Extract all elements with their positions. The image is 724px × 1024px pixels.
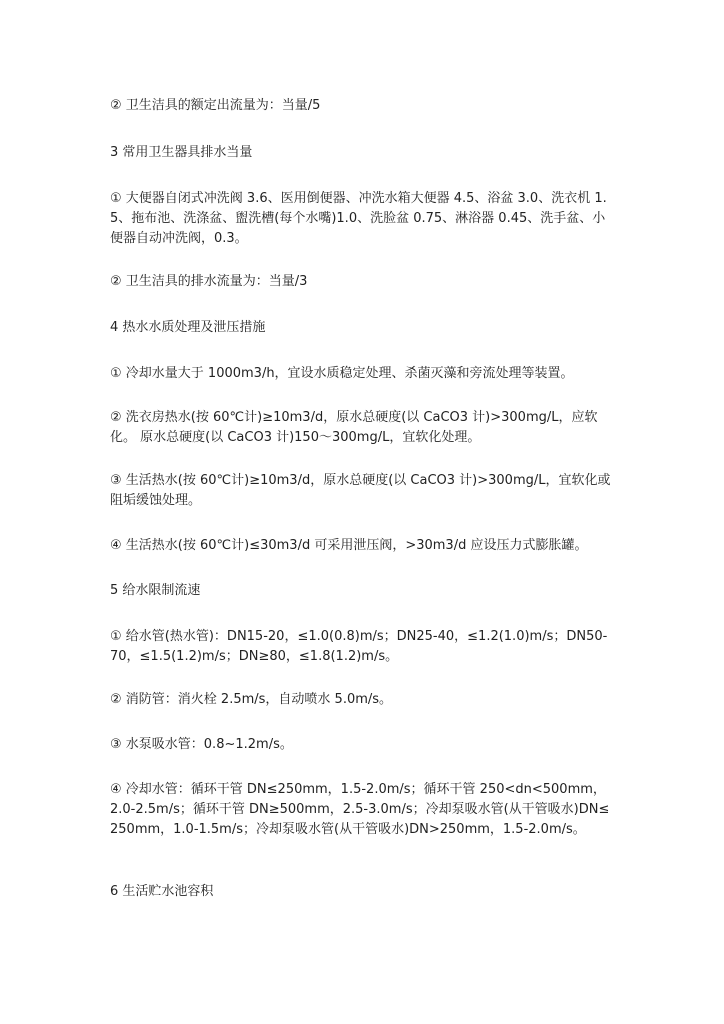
paragraph-laundry-hot-water: ② 洗衣房热水(按 60℃计)≥10m3/d，原水总硬度(以 CaCO3 计)>300mg/L，应软化。 原水总硬度(以 CaCO3 计)150～300mg/L，宜软化处理。 [110,410,598,445]
paragraph-pressure-relief: ④ 生活热水(按 60℃计)≤30m3/d 可采用泄压阀，>30m3/d 应设压力式膨胀罐。 [110,538,588,553]
section-heading-6: 6 生活贮水池容积 [110,884,214,899]
paragraph-pump-suction-velocity: ③ 水泵吸水管：0.8~1.2m/s。 [110,737,293,752]
section-heading-3: 3 常用卫生器具排水当量 [110,145,253,160]
paragraph-cooling-water-treatment: ① 冷却水量大于 1000m3/h，宜设水质稳定处理、杀菌灭藻和旁流处理等装置。 [110,366,574,381]
paragraph-fixture-drainage-flow: ② 卫生洁具的排水流量为：当量/3 [110,274,308,289]
paragraph-cooling-pipe-velocity: ④ 冷却水管：循环干管 DN≤250mm，1.5-2.0m/s；循环干管 250<dn<500mm，2.0-2.5m/s；循环干管 DN≥500mm，2.5-3.0m/s；冷却泵吸水管(从干管吸水)DN≤250mm，1.0-1.5m/s；冷却泵吸水管(从干管吸水)DN>250mm，1.5-2.0m/s。 [110,782,610,837]
section-heading-4: 4 热水水质处理及泄压措施 [110,320,266,335]
paragraph-fire-pipe-velocity: ② 消防管：消火栓 2.5m/s，自动喷水 5.0m/s。 [110,692,393,707]
paragraph-fixture-rated-outflow: ② 卫生洁具的额定出流量为：当量/5 [110,98,321,113]
section-heading-5: 5 给水限制流速 [110,583,201,598]
paragraph-domestic-hot-water-softening: ③ 生活热水(按 60℃计)≥10m3/d，原水总硬度(以 CaCO3 计)>300mg/L，宜软化或阻垢缓蚀处理。 [110,473,611,508]
paragraph-supply-pipe-velocity: ① 给水管(热水管)：DN15-20，≤1.0(0.8)m/s；DN25-40，≤1.2(1.0)m/s；DN50-70，≤1.5(1.2)m/s；DN≥80，≤1.8(1.2)m/s。 [110,629,608,664]
paragraph-drainage-equivalents: ① 大便器自闭式冲洗阀 3.6、医用倒便器、冲洗水箱大便器 4.5、浴盆 3.0、洗衣机 1.5、拖布池、洗涤盆、盥洗槽(每个水嘴)1.0、洗脸盆 0.75、淋浴器 0.45、洗手盆、小便器自动冲洗阀，0.3。 [110,191,607,246]
